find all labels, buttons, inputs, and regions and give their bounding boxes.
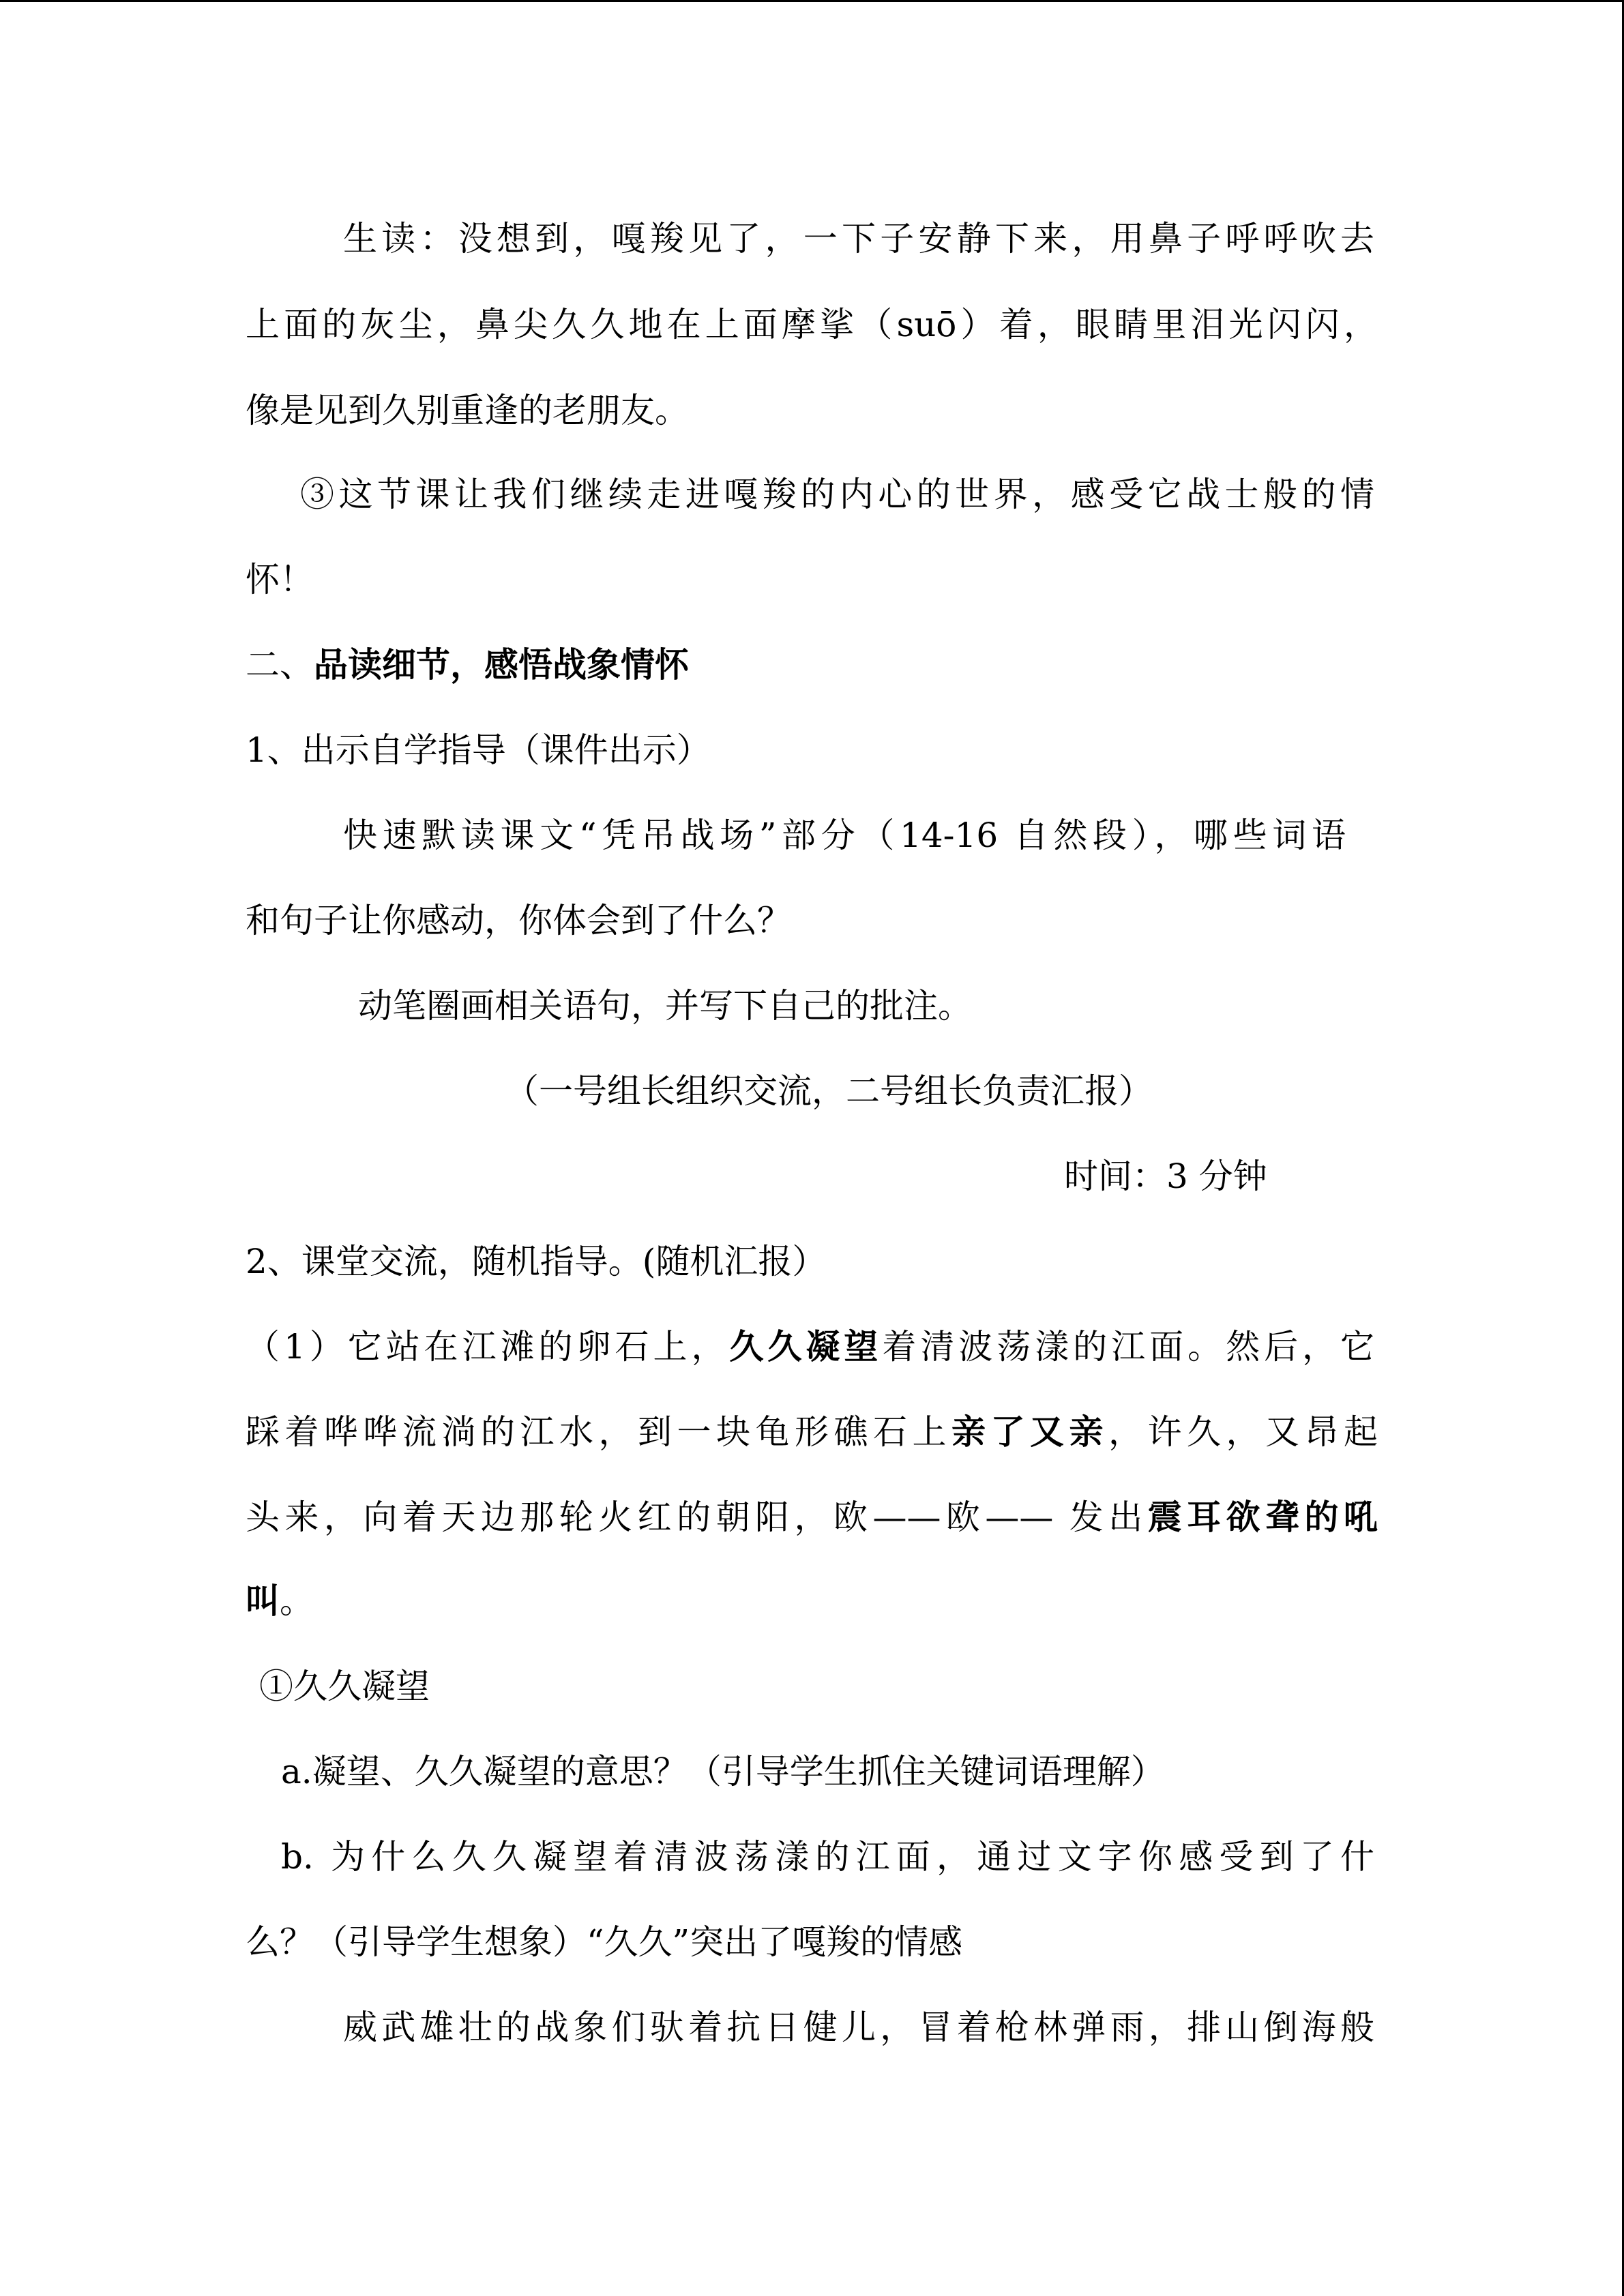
paragraph-line-4: ③这节课让我们继续走进嘎羧的内心的世界，感受它战士般的情 — [300, 475, 1374, 514]
instruction-text-line-1: 快速默读课文“凭吊战场”部分（14-16 自然段），哪些词语 — [343, 816, 1346, 855]
highlight-phrase: 久久凝望 — [729, 1327, 883, 1367]
section-heading-number: 二、 — [246, 645, 314, 685]
quote-line-3 — [246, 1497, 1378, 1538]
narrative-line-1: 威武雄壮的战象们驮着抗日健儿，冒着枪林弹雨，排山倒海般 — [343, 2008, 1374, 2047]
highlight-phrase: 震耳欲聋的吼 — [1147, 1497, 1378, 1537]
paragraph-line-5: 怀！ — [246, 560, 314, 599]
quote-text: 着清波荡漾的江面。然后，它 — [882, 1327, 1375, 1367]
quote-line-2 — [246, 1412, 1378, 1452]
section-heading — [246, 644, 689, 685]
instruction-text-line-2: 和句子让你感动，你体会到了什么？ — [246, 901, 791, 940]
highlight-phrase: 叫 — [246, 1581, 280, 1621]
group-arrangement: （一号组长组织交流，二号组长负责汇报） — [505, 1071, 1153, 1111]
instruction-item-2: 2、课堂交流，随机指导。(随机汇报） — [246, 1242, 827, 1281]
paragraph-line-2: 上面的灰尘，鼻尖久久地在上面摩挲（suō）着，眼睛里泪光闪闪， — [246, 305, 1378, 344]
sub-question-a: a.凝望、久久凝望的意思？（引导学生抓住关键词语理解） — [281, 1752, 1165, 1791]
sub-question-b-line-1: b. 为什么久久凝望着清波荡漾的江面，通过文字你感受到了什 — [281, 1837, 1374, 1877]
sub-question-b-line-2: 么？（引导学生想象）“久久”突出了嘎羧的情感 — [246, 1922, 963, 1962]
instruction-text-line-3: 动笔圈画相关语句，并写下自己的批注。 — [358, 986, 972, 1026]
quote-text: 踩着哗哗流淌的江水，到一块龟形礁石上 — [246, 1412, 951, 1452]
section-heading-title: 品读细节，感悟战象情怀 — [314, 645, 689, 685]
quote-text: ，许久，又昂起 — [1108, 1412, 1378, 1452]
quote-line-1 — [246, 1326, 1374, 1367]
quote-text: 。 — [280, 1581, 314, 1621]
page-top-border — [0, 0, 1624, 2]
highlight-phrase: 亲了又亲 — [951, 1412, 1108, 1452]
quote-line-4 — [246, 1581, 314, 1622]
sub-point-1: ①久久凝望 — [259, 1667, 430, 1706]
paragraph-line-3: 像是见到久别重逢的老朋友。 — [246, 391, 689, 430]
quote-text: 头来，向着天边那轮火红的朝阳，欧——欧—— 发出 — [246, 1497, 1148, 1537]
quote-text: （1）它站在江滩的卵石上， — [246, 1327, 730, 1367]
time-limit: 时间：3 分钟 — [1064, 1157, 1267, 1196]
paragraph-line-1: 生读：没想到，嘎羧见了，一下子安静下来，用鼻子呼呼吹去 — [343, 219, 1374, 258]
instruction-item-1: 1、出示自学指导（课件出示） — [246, 730, 711, 770]
